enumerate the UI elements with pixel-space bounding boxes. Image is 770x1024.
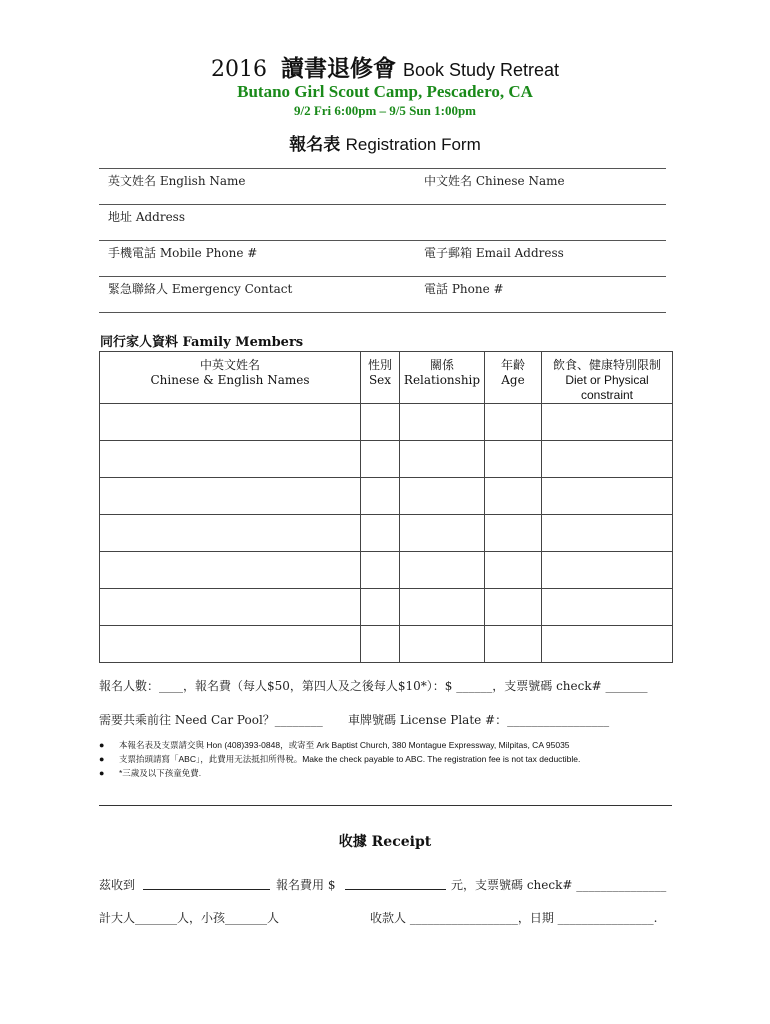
age-cell[interactable] (485, 441, 542, 478)
english-name-label: 英文姓名 English Name (108, 174, 246, 188)
relationship-cell[interactable] (400, 478, 485, 515)
family-members-heading: 同行家人資料 Family Members (100, 335, 304, 350)
sex-cell[interactable] (361, 626, 400, 663)
sex-cell[interactable] (361, 478, 400, 515)
mobile-phone-label: 手機電話 Mobile Phone # (108, 246, 258, 260)
section-divider (99, 805, 672, 806)
relationship-cell[interactable] (400, 515, 485, 552)
table-row[interactable] (100, 404, 673, 441)
license-plate-line[interactable]: 車牌號碼 License Plate #：_________________ (348, 713, 610, 727)
relationship-cell[interactable] (400, 441, 485, 478)
table-header-row (100, 352, 673, 404)
title-english: Book Study Retreat (402, 60, 560, 80)
relationship-cell[interactable] (400, 404, 485, 441)
sex-cell[interactable] (361, 515, 400, 552)
receipt-count-line[interactable]: 計大人_______人，小孩_______人 (99, 911, 280, 925)
form-title-chinese: 報名表 (289, 135, 341, 155)
fee-amount-field[interactable] (345, 889, 446, 890)
age-cell[interactable] (485, 478, 542, 515)
table-row[interactable] (100, 478, 673, 515)
table-row[interactable] (100, 626, 673, 663)
relationship-cell[interactable] (400, 626, 485, 663)
list-item: ● 支票抬頭請寫「ABC」，此費用无法抵扣所得稅。Make the check payable to ABC. The registration fee is not tax deductible. (99, 752, 580, 766)
sex-cell[interactable] (361, 404, 400, 441)
diet-cell[interactable] (542, 404, 673, 441)
diet-cell[interactable] (542, 515, 673, 552)
receipt-payee-date-line[interactable]: 收款人 __________________，日期 ________________. (370, 911, 658, 925)
divider-line (99, 168, 666, 169)
notes-list (99, 738, 580, 780)
phone-field-line[interactable] (99, 276, 666, 277)
relationship-cell[interactable] (400, 589, 485, 626)
chinese-name-label: 中文姓名 Chinese Name (424, 174, 565, 188)
received-from-field[interactable] (143, 889, 270, 890)
age-cell[interactable] (485, 515, 542, 552)
family-members-table (99, 351, 673, 663)
header-names: 中英文姓名 Chinese & English Names (100, 352, 361, 404)
address-label: 地址 Address (108, 210, 185, 224)
emergency-phone-label: 電話 Phone # (424, 282, 504, 296)
camp-location: Butano Girl Scout Camp, Pescadero, CA (237, 82, 533, 101)
age-cell[interactable] (485, 404, 542, 441)
name-cell[interactable] (100, 515, 361, 552)
emergency-field-line[interactable] (99, 312, 666, 313)
header-relationship: 關係 Relationship (400, 352, 485, 404)
name-cell[interactable] (100, 552, 361, 589)
list-item: ● 本報名表及支票請交與 Hon (408)393-0848，或寄至 Ark Baptist Church, 380 Montague Expressway, Milpitas, CA 95035 (99, 738, 580, 752)
name-cell[interactable] (100, 589, 361, 626)
name-cell[interactable] (100, 404, 361, 441)
table-row[interactable] (100, 515, 673, 552)
receipt-check-line[interactable]: 元，支票號碼 check# _______________ (451, 878, 667, 892)
name-cell[interactable] (100, 478, 361, 515)
list-item: ● *三歲及以下孩童免費. (99, 766, 580, 780)
emergency-contact-label: 緊急聯絡人 Emergency Contact (108, 282, 293, 296)
sex-cell[interactable] (361, 589, 400, 626)
diet-cell[interactable] (542, 441, 673, 478)
sex-cell[interactable] (361, 441, 400, 478)
receipt-fee-label: 報名費用 $ (276, 878, 336, 892)
car-pool-line[interactable]: 需要共乘前往 Need Car Pool？________ (99, 713, 323, 727)
form-title (0, 130, 770, 155)
email-label: 電子郵箱 Email Address (424, 246, 564, 260)
header-diet: 飲食、健康特別限制 Diet or Physical constraint (542, 352, 673, 404)
receipt-title: 收據 Receipt (338, 834, 432, 850)
diet-cell[interactable] (542, 478, 673, 515)
name-cell[interactable] (100, 441, 361, 478)
table-row[interactable] (100, 589, 673, 626)
diet-cell[interactable] (542, 552, 673, 589)
year: 2016 (210, 57, 267, 82)
name-field-line[interactable] (99, 204, 666, 205)
age-cell[interactable] (485, 552, 542, 589)
form-title-english: Registration Form (345, 135, 481, 154)
address-field-line[interactable] (99, 240, 666, 241)
relationship-cell[interactable] (400, 552, 485, 589)
diet-cell[interactable] (542, 626, 673, 663)
table-row[interactable] (100, 441, 673, 478)
header-sex: 性別 Sex (361, 352, 400, 404)
receipt-received-label: 茲收到 (99, 878, 136, 892)
age-cell[interactable] (485, 589, 542, 626)
diet-cell[interactable] (542, 589, 673, 626)
retreat-dates: 9/2 Fri 6:00pm – 9/5 Sun 1:00pm (293, 103, 476, 118)
header-age: 年齡 Age (485, 352, 542, 404)
retreat-title (0, 50, 770, 83)
registration-fee-line[interactable]: 報名人數：____，報名費（每人$50，第四人及之後每人$10*）：$ ______，支票號碼 check# _______ (99, 679, 648, 693)
name-cell[interactable] (100, 626, 361, 663)
title-chinese: 讀書退修會 (280, 55, 396, 82)
age-cell[interactable] (485, 626, 542, 663)
sex-cell[interactable] (361, 552, 400, 589)
table-row[interactable] (100, 552, 673, 589)
